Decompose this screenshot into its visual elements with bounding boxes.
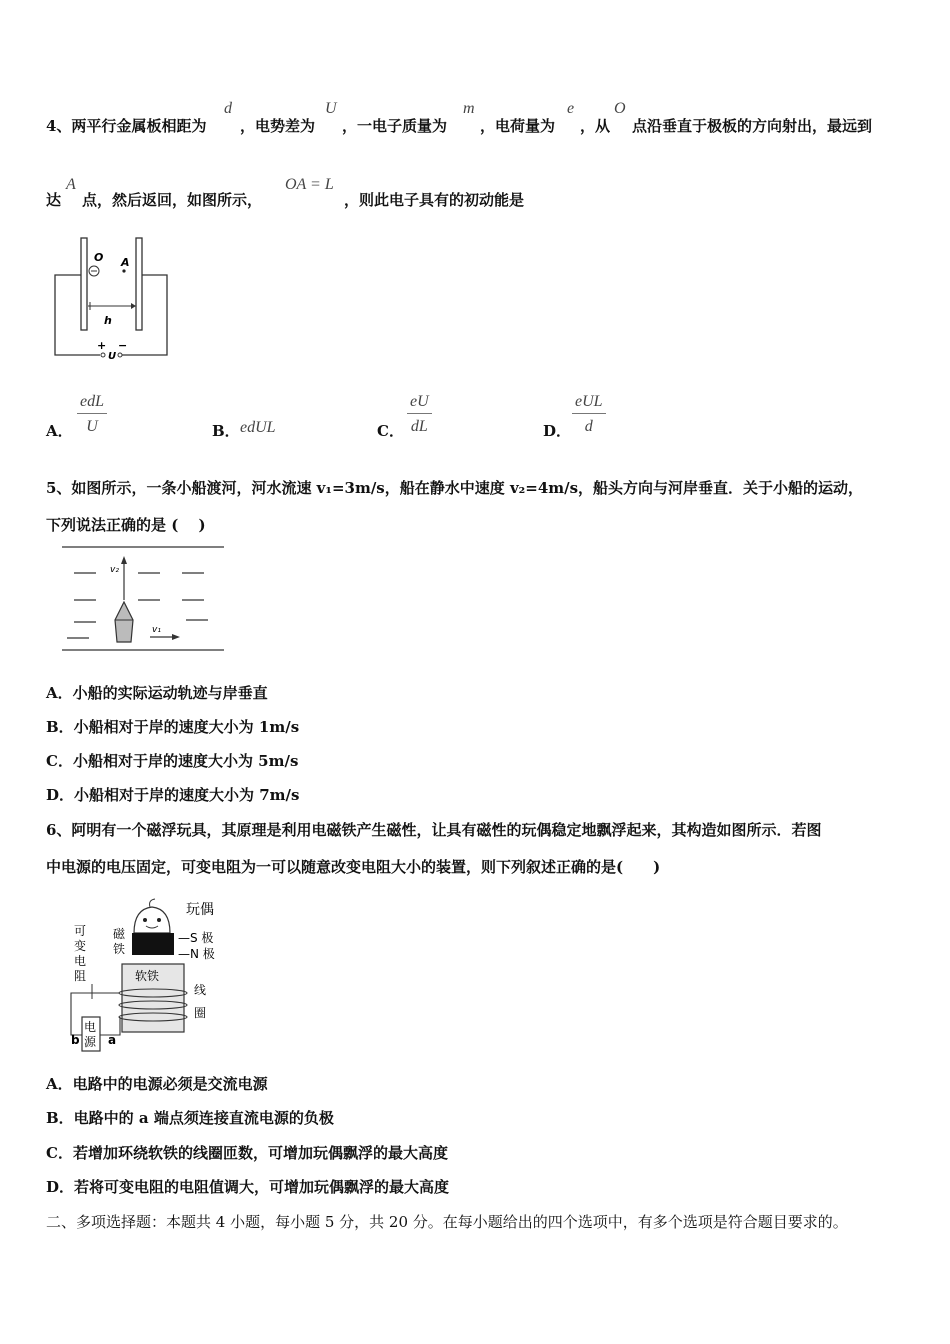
q4-text-1: 4、两平行金属板相距为 — [46, 117, 207, 135]
q5-fig-v1: v₁ — [152, 625, 161, 635]
q4-math-oa: OA = L — [285, 176, 334, 193]
q5-option-c[interactable]: C．小船相对于岸的速度大小为 5m/s — [46, 752, 299, 770]
q4-math-u: U — [325, 100, 337, 117]
q6-fig-coil-2: 圈 — [194, 1006, 207, 1020]
q6-fig-magnet-1: 磁 — [113, 927, 126, 941]
q4-text-5: ，从 — [580, 117, 611, 135]
q5-river-figure — [62, 544, 227, 654]
section-2-heading: 二、多项选择题：本题共 4 小题，每小题 5 分，共 20 分。在每小题给出的四个选项中，有多个选项是符合题目要求的。 — [46, 1213, 848, 1231]
q6-maglev-figure — [68, 895, 243, 1055]
q4-capacitor-figure — [50, 235, 175, 363]
q4-option-d-frac[interactable] — [572, 393, 606, 436]
q4-option-c-label[interactable]: C． — [377, 422, 404, 440]
q4-math-a: A — [66, 176, 76, 193]
q6-fig-soft-iron: 软铁 — [135, 969, 160, 983]
q6-fig-resistor-1: 可 — [74, 924, 87, 938]
q4-math-o: O — [614, 100, 626, 117]
q6-fig-b: b — [71, 1033, 80, 1047]
q4-option-a-den: U — [86, 418, 98, 435]
q4-text-8: 点，然后返回，如图所示， — [82, 191, 263, 209]
q6-option-c[interactable]: C．若增加环绕软铁的线圈匝数，可增加玩偶飘浮的最大高度 — [46, 1144, 448, 1162]
q4-text-6: 点沿垂直于极板的方向射出，最远到 — [632, 117, 873, 135]
q4-fig-u: U — [108, 351, 117, 362]
q4-option-a-label[interactable]: A． — [46, 422, 73, 440]
q6-fig-a: a — [108, 1033, 117, 1047]
q6-option-a[interactable]: A．电路中的电源必须是交流电源 — [46, 1075, 268, 1093]
q5-stem-line1: 5、如图所示，一条小船渡河，河水流速 v₁=3m/s，船在静水中速度 v₂=4m/s，船头方向与河岸垂直．关于小船的运动， — [46, 479, 864, 497]
q4-fig-o: O — [94, 251, 104, 264]
q4-math-e: e — [567, 100, 575, 117]
q4-text-4: ，电荷量为 — [480, 117, 556, 135]
q6-stem-line1: 6、阿明有一个磁浮玩具，其原理是利用电磁铁产生磁性，让具有磁性的玩偶稳定地飘浮起来，其构造如图所示．若图 — [46, 821, 822, 839]
q4-text-3: ，一电子质量为 — [342, 117, 448, 135]
q4-option-d-num: eUL — [572, 393, 606, 414]
q4-option-d-den: d — [584, 418, 593, 435]
q6-fig-coil-1: 线 — [194, 983, 207, 997]
q6-fig-source-2: 源 — [84, 1035, 97, 1049]
q4-math-m: m — [463, 100, 475, 117]
q4-option-a-num: edL — [77, 393, 107, 414]
q4-option-c-frac[interactable] — [407, 393, 432, 436]
q4-text-2: ，电势差为 — [240, 117, 316, 135]
q4-option-c-den: dL — [410, 418, 428, 435]
q6-fig-resistor-2: 变 — [74, 939, 87, 953]
q6-fig-resistor-4: 阻 — [74, 969, 87, 983]
q6-fig-source-1: 电 — [84, 1020, 97, 1034]
q6-fig-toy: 玩偶 — [186, 902, 214, 918]
q5-option-d[interactable]: D．小船相对于岸的速度大小为 7m/s — [46, 786, 300, 804]
q6-option-d[interactable]: D．若将可变电阻的电阻值调大，可增加玩偶飘浮的最大高度 — [46, 1178, 450, 1196]
q6-fig-resistor-3: 电 — [74, 954, 87, 968]
q6-option-b[interactable]: B．电路中的 a 端点须连接直流电源的负极 — [46, 1109, 334, 1127]
q4-math-d: d — [224, 100, 232, 117]
q5-option-b[interactable]: B．小船相对于岸的速度大小为 1m/s — [46, 718, 300, 736]
q4-option-d-label[interactable]: D． — [543, 422, 572, 440]
q5-option-a[interactable]: A．小船的实际运动轨迹与岸垂直 — [46, 684, 268, 702]
q4-option-b-label[interactable]: B． — [212, 422, 240, 440]
q4-fig-a: A — [121, 256, 130, 269]
q5-fig-v2: v₂ — [110, 565, 119, 575]
q4-text-9: ，则此电子具有的初动能是 — [344, 191, 525, 209]
q4-option-c-num: eU — [407, 393, 432, 414]
q6-stem-line2: 中电源的电压固定，可变电阻为一可以随意改变电阻大小的装置，则下列叙述正确的是( ) — [46, 858, 661, 876]
q5-stem-line2: 下列说法正确的是 ( ) — [46, 516, 206, 534]
q4-text-7: 达 — [46, 191, 62, 209]
q4-fig-minus: − — [118, 339, 128, 352]
q4-fig-h: h — [104, 314, 112, 327]
q4-option-b-expr[interactable]: edUL — [240, 419, 276, 436]
q6-fig-s-pole: —S 极 — [178, 931, 214, 945]
q6-fig-magnet-2: 铁 — [113, 942, 126, 956]
q6-fig-n-pole: —N 极 — [178, 947, 215, 961]
q4-option-a-frac[interactable] — [77, 393, 107, 436]
q4-fig-plus: + — [97, 339, 107, 352]
